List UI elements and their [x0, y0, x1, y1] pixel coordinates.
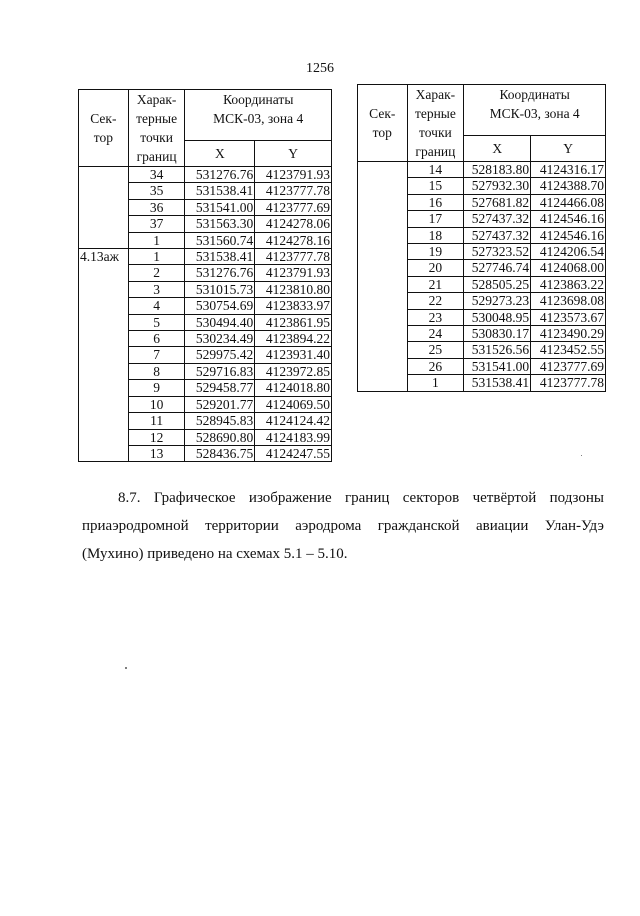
table-row [79, 314, 332, 330]
sector-cell [358, 211, 408, 227]
x-coordinate-cell: 527681.82 [464, 194, 531, 210]
table-row [358, 326, 606, 342]
y-coordinate-cell: 4123791.93 [255, 265, 332, 281]
y-coordinate-cell: 4123490.29 [531, 326, 606, 342]
point-cell: 1 [128, 232, 185, 248]
table-row [79, 347, 332, 363]
x-coordinate-cell: 530494.40 [185, 314, 255, 330]
header-sector: Сек- тор [79, 90, 129, 167]
table-row [358, 309, 606, 325]
point-cell: 14 [407, 162, 464, 178]
header-boundary-points: Харак- терные точки границ [407, 85, 464, 162]
x-coordinate-cell: 531538.41 [185, 183, 255, 199]
header-x: X [464, 135, 531, 161]
y-coordinate-cell: 4124068.00 [531, 260, 606, 276]
point-cell: 20 [407, 260, 464, 276]
y-coordinate-cell: 4123833.97 [255, 298, 332, 314]
sector-cell [79, 167, 129, 183]
x-coordinate-cell: 531541.00 [464, 358, 531, 374]
table-row [358, 276, 606, 292]
x-coordinate-cell: 531276.76 [185, 167, 255, 183]
table-row [79, 183, 332, 199]
header-y: Y [531, 135, 606, 161]
y-coordinate-cell: 4124546.16 [531, 211, 606, 227]
x-coordinate-cell: 530048.95 [464, 309, 531, 325]
point-cell: 21 [407, 276, 464, 292]
left-table-body [79, 167, 332, 462]
table-row [79, 331, 332, 347]
y-coordinate-cell: 4123894.22 [255, 331, 332, 347]
table-row [358, 260, 606, 276]
table-row [79, 265, 332, 281]
y-coordinate-cell: 4123791.93 [255, 167, 332, 183]
x-coordinate-cell: 529201.77 [185, 396, 255, 412]
x-coordinate-cell: 528436.75 [185, 445, 255, 461]
sector-cell [79, 429, 129, 445]
y-coordinate-cell: 4124183.99 [255, 429, 332, 445]
point-cell: 11 [128, 413, 185, 429]
sector-cell [79, 380, 129, 396]
sector-cell [358, 375, 408, 391]
sector-cell [358, 326, 408, 342]
y-coordinate-cell: 4123861.95 [255, 314, 332, 330]
scan-speck [125, 667, 127, 669]
y-coordinate-cell: 4124546.16 [531, 227, 606, 243]
sector-cell [79, 413, 129, 429]
sector-cell [79, 396, 129, 412]
table-row [358, 211, 606, 227]
sector-cell [358, 293, 408, 309]
table-row [358, 162, 606, 178]
sector-cell [358, 194, 408, 210]
table-row [358, 227, 606, 243]
sector-cell: 4.13аж [79, 249, 129, 265]
point-cell: 15 [407, 178, 464, 194]
y-coordinate-cell: 4124316.17 [531, 162, 606, 178]
sector-cell [358, 358, 408, 374]
coordinates-table-left [78, 89, 332, 462]
x-coordinate-cell: 529458.77 [185, 380, 255, 396]
x-coordinate-cell: 529716.83 [185, 363, 255, 379]
x-coordinate-cell: 528183.80 [464, 162, 531, 178]
y-coordinate-cell: 4124124.42 [255, 413, 332, 429]
point-cell: 2 [128, 265, 185, 281]
table-row [358, 178, 606, 194]
x-coordinate-cell: 527437.32 [464, 211, 531, 227]
point-cell: 9 [128, 380, 185, 396]
y-coordinate-cell: 4123777.78 [531, 375, 606, 391]
x-coordinate-cell: 530234.49 [185, 331, 255, 347]
point-cell: 37 [128, 216, 185, 232]
x-coordinate-cell: 531526.56 [464, 342, 531, 358]
y-coordinate-cell: 4123777.69 [531, 358, 606, 374]
y-coordinate-cell: 4123777.69 [255, 199, 332, 215]
y-coordinate-cell: 4124247.55 [255, 445, 332, 461]
sector-cell [358, 260, 408, 276]
x-coordinate-cell: 531276.76 [185, 265, 255, 281]
header-boundary-points: Харак- терные точки границ [128, 90, 185, 167]
x-coordinate-cell: 527323.52 [464, 244, 531, 260]
table-row [79, 413, 332, 429]
y-coordinate-cell: 4124206.54 [531, 244, 606, 260]
y-coordinate-cell: 4123573.67 [531, 309, 606, 325]
point-cell: 19 [407, 244, 464, 260]
point-cell: 4 [128, 298, 185, 314]
table-row [79, 249, 332, 265]
y-coordinate-cell: 4124278.16 [255, 232, 332, 248]
point-cell: 16 [407, 194, 464, 210]
table-row [79, 298, 332, 314]
sector-cell [358, 309, 408, 325]
header-y: Y [255, 140, 332, 166]
coordinates-table-right [357, 84, 606, 392]
point-cell: 10 [128, 396, 185, 412]
sector-cell [79, 445, 129, 461]
point-cell: 35 [128, 183, 185, 199]
sector-cell [79, 331, 129, 347]
table-row [79, 380, 332, 396]
y-coordinate-cell: 4123452.55 [531, 342, 606, 358]
y-coordinate-cell: 4123931.40 [255, 347, 332, 363]
x-coordinate-cell: 528690.80 [185, 429, 255, 445]
table-row [79, 429, 332, 445]
x-coordinate-cell: 528945.83 [185, 413, 255, 429]
x-coordinate-cell: 531563.30 [185, 216, 255, 232]
x-coordinate-cell: 527932.30 [464, 178, 531, 194]
page-number: 1256 [306, 61, 334, 76]
y-coordinate-cell: 4123863.22 [531, 276, 606, 292]
x-coordinate-cell: 529273.23 [464, 293, 531, 309]
table-row [79, 281, 332, 297]
x-coordinate-cell: 529975.42 [185, 347, 255, 363]
point-cell: 8 [128, 363, 185, 379]
header-sector: Сек- тор [358, 85, 408, 162]
y-coordinate-cell: 4123777.78 [255, 183, 332, 199]
header-x: X [185, 140, 255, 166]
x-coordinate-cell: 531560.74 [185, 232, 255, 248]
sector-cell [79, 363, 129, 379]
table-row [79, 167, 332, 183]
y-coordinate-cell: 4124466.08 [531, 194, 606, 210]
point-cell: 34 [128, 167, 185, 183]
x-coordinate-cell: 530830.17 [464, 326, 531, 342]
sector-cell [79, 199, 129, 215]
x-coordinate-cell: 531015.73 [185, 281, 255, 297]
sector-cell [358, 276, 408, 292]
sector-cell [79, 265, 129, 281]
x-coordinate-cell: 527437.32 [464, 227, 531, 243]
table-row [358, 342, 606, 358]
header-coordinates: Координаты МСК-03, зона 4 [185, 90, 332, 141]
table-row [358, 194, 606, 210]
sector-cell [79, 232, 129, 248]
point-cell: 17 [407, 211, 464, 227]
table-row [358, 244, 606, 260]
sector-cell [358, 178, 408, 194]
x-coordinate-cell: 531538.41 [185, 249, 255, 265]
y-coordinate-cell: 4124388.70 [531, 178, 606, 194]
sector-cell [358, 227, 408, 243]
header-coordinates: Координаты МСК-03, зона 4 [464, 85, 606, 136]
point-cell: 12 [128, 429, 185, 445]
table-row [358, 358, 606, 374]
sector-cell [79, 314, 129, 330]
point-cell: 25 [407, 342, 464, 358]
y-coordinate-cell: 4123698.08 [531, 293, 606, 309]
point-cell: 3 [128, 281, 185, 297]
point-cell: 18 [407, 227, 464, 243]
y-coordinate-cell: 4123777.78 [255, 249, 332, 265]
table-row [79, 199, 332, 215]
x-coordinate-cell: 531541.00 [185, 199, 255, 215]
point-cell: 1 [407, 375, 464, 391]
y-coordinate-cell: 4123810.80 [255, 281, 332, 297]
table-row [358, 293, 606, 309]
sector-cell [358, 244, 408, 260]
point-cell: 6 [128, 331, 185, 347]
table-row [358, 375, 606, 391]
point-cell: 24 [407, 326, 464, 342]
sector-cell [79, 216, 129, 232]
point-cell: 36 [128, 199, 185, 215]
scan-speck [581, 455, 582, 456]
sector-cell [358, 342, 408, 358]
point-cell: 22 [407, 293, 464, 309]
y-coordinate-cell: 4123972.85 [255, 363, 332, 379]
sector-cell [79, 298, 129, 314]
right-table-body [358, 162, 606, 392]
section-paragraph: 8.7. Графическое изображение границ секторов четвёртой подзоны приаэродромной территории аэродрома гражданской авиации Улан-Удэ (Мухино) приведено на схемах 5.1 – 5.10. [82, 490, 604, 562]
point-cell: 13 [128, 445, 185, 461]
y-coordinate-cell: 4124069.50 [255, 396, 332, 412]
sector-cell [79, 347, 129, 363]
sector-cell [79, 183, 129, 199]
table-row [79, 216, 332, 232]
point-cell: 23 [407, 309, 464, 325]
point-cell: 1 [128, 249, 185, 265]
x-coordinate-cell: 527746.74 [464, 260, 531, 276]
table-row [79, 232, 332, 248]
point-cell: 7 [128, 347, 185, 363]
sector-cell [79, 281, 129, 297]
x-coordinate-cell: 531538.41 [464, 375, 531, 391]
y-coordinate-cell: 4124018.80 [255, 380, 332, 396]
table-row [79, 445, 332, 461]
table-row [79, 396, 332, 412]
point-cell: 26 [407, 358, 464, 374]
x-coordinate-cell: 528505.25 [464, 276, 531, 292]
table-row [79, 363, 332, 379]
x-coordinate-cell: 530754.69 [185, 298, 255, 314]
y-coordinate-cell: 4124278.06 [255, 216, 332, 232]
sector-cell [358, 162, 408, 178]
point-cell: 5 [128, 314, 185, 330]
